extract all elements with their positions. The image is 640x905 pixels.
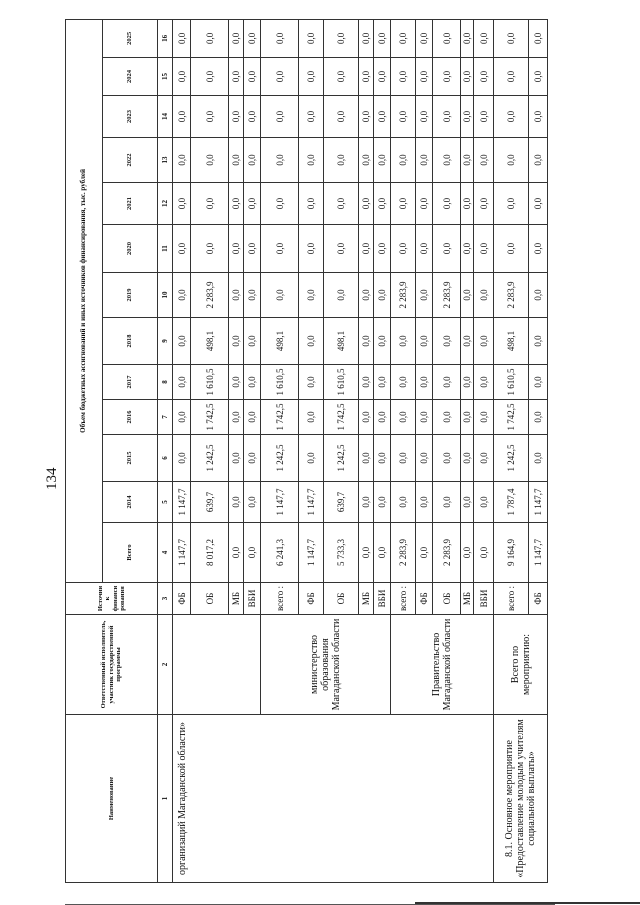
value-cell: 0,0 xyxy=(324,96,359,138)
value-cell: 0,0 xyxy=(474,400,494,435)
source-cell: МБ xyxy=(461,583,474,615)
column-number: 12 xyxy=(158,183,173,225)
value-cell: 0,0 xyxy=(433,365,461,400)
value-cell: 0,0 xyxy=(433,19,461,57)
column-number: 9 xyxy=(158,318,173,365)
value-cell: 0,0 xyxy=(374,435,391,482)
value-cell: 0,0 xyxy=(244,183,261,225)
column-number: 15 xyxy=(158,58,173,96)
value-cell: 0,0 xyxy=(433,183,461,225)
header-year: 2023 xyxy=(103,96,158,138)
value-cell: 6 241,3 xyxy=(261,523,299,583)
source-cell: ОБ xyxy=(433,583,461,615)
responsible-cell: Всего по мероприятию: xyxy=(494,615,548,715)
header-year: 2015 xyxy=(103,435,158,482)
value-cell: 0,0 xyxy=(529,225,548,273)
value-cell: 0,0 xyxy=(173,365,191,400)
value-cell: 0,0 xyxy=(374,523,391,583)
value-cell: 0,0 xyxy=(299,400,324,435)
value-cell: 0,0 xyxy=(173,19,191,57)
value-cell: 498,1 xyxy=(191,318,229,365)
value-cell: 2 283,9 xyxy=(191,273,229,318)
value-cell: 0,0 xyxy=(229,400,244,435)
value-cell: 0,0 xyxy=(324,58,359,96)
value-cell: 0,0 xyxy=(229,58,244,96)
value-cell: 1 147,7 xyxy=(261,482,299,523)
value-cell: 0,0 xyxy=(461,365,474,400)
value-cell: 0,0 xyxy=(461,273,474,318)
value-cell: 0,0 xyxy=(461,183,474,225)
value-cell: 0,0 xyxy=(299,273,324,318)
column-number: 1 xyxy=(158,715,173,883)
value-cell: 0,0 xyxy=(391,138,416,183)
value-cell: 1 610,5 xyxy=(494,365,529,400)
value-cell: 0,0 xyxy=(374,365,391,400)
value-cell: 0,0 xyxy=(299,138,324,183)
column-number: 11 xyxy=(158,225,173,273)
value-cell: 0,0 xyxy=(416,482,433,523)
value-cell: 0,0 xyxy=(529,58,548,96)
value-cell: 0,0 xyxy=(229,225,244,273)
value-cell: 0,0 xyxy=(374,138,391,183)
value-cell: 2 283,9 xyxy=(391,523,416,583)
value-cell: 0,0 xyxy=(474,435,494,482)
value-cell: 0,0 xyxy=(173,96,191,138)
source-cell: МБ xyxy=(359,583,374,615)
header-year: 2022 xyxy=(103,138,158,183)
value-cell: 0,0 xyxy=(229,365,244,400)
value-cell: 0,0 xyxy=(461,523,474,583)
bottom-rule xyxy=(415,902,640,904)
column-number: 13 xyxy=(158,138,173,183)
value-cell: 0,0 xyxy=(374,58,391,96)
header-year: 2025 xyxy=(103,19,158,57)
value-cell: 0,0 xyxy=(229,19,244,57)
value-cell: 0,0 xyxy=(191,138,229,183)
table-row xyxy=(494,19,529,882)
header-year: 2014 xyxy=(103,482,158,523)
value-cell: 0,0 xyxy=(244,58,261,96)
value-cell: 0,0 xyxy=(261,138,299,183)
value-cell: 0,0 xyxy=(324,273,359,318)
value-cell: 0,0 xyxy=(416,183,433,225)
value-cell: 0,0 xyxy=(529,400,548,435)
header-source: Источник финансирования xyxy=(66,583,158,615)
value-cell: 2 283,9 xyxy=(494,273,529,318)
value-cell: 0,0 xyxy=(191,19,229,57)
value-cell: 0,0 xyxy=(374,318,391,365)
value-cell: 0,0 xyxy=(529,19,548,57)
value-cell: 0,0 xyxy=(433,400,461,435)
value-cell: 0,0 xyxy=(474,19,494,57)
value-cell: 498,1 xyxy=(324,318,359,365)
value-cell: 0,0 xyxy=(359,435,374,482)
value-cell: 0,0 xyxy=(191,225,229,273)
header-year: 2021 xyxy=(103,183,158,225)
value-cell: 0,0 xyxy=(173,273,191,318)
value-cell: 0,0 xyxy=(529,273,548,318)
column-number: 7 xyxy=(158,400,173,435)
value-cell: 0,0 xyxy=(391,482,416,523)
value-cell: 0,0 xyxy=(461,400,474,435)
value-cell: 0,0 xyxy=(244,400,261,435)
value-cell: 0,0 xyxy=(299,225,324,273)
value-cell: 0,0 xyxy=(461,318,474,365)
value-cell: 0,0 xyxy=(324,225,359,273)
value-cell: 0,0 xyxy=(324,183,359,225)
source-cell: ФБ xyxy=(529,583,548,615)
value-cell: 0,0 xyxy=(229,523,244,583)
value-cell: 0,0 xyxy=(374,482,391,523)
value-cell: 1 742,5 xyxy=(191,400,229,435)
value-cell: 0,0 xyxy=(229,96,244,138)
funding-table xyxy=(65,19,548,883)
value-cell: 0,0 xyxy=(244,225,261,273)
value-cell: 0,0 xyxy=(529,96,548,138)
value-cell: 0,0 xyxy=(391,58,416,96)
value-cell: 9 164,9 xyxy=(494,523,529,583)
value-cell: 0,0 xyxy=(529,138,548,183)
column-number: 16 xyxy=(158,19,173,57)
value-cell: 0,0 xyxy=(416,138,433,183)
responsible-cell xyxy=(173,615,261,715)
value-cell: 0,0 xyxy=(416,96,433,138)
value-cell: 0,0 xyxy=(391,318,416,365)
value-cell: 0,0 xyxy=(359,19,374,57)
header-name: Наименование xyxy=(66,715,158,883)
value-cell: 0,0 xyxy=(261,58,299,96)
value-cell: 0,0 xyxy=(433,225,461,273)
value-cell: 0,0 xyxy=(359,365,374,400)
header-year: 2024 xyxy=(103,58,158,96)
source-cell: ВБИ xyxy=(244,583,261,615)
value-cell: 1 147,7 xyxy=(173,523,191,583)
value-cell: 0,0 xyxy=(374,96,391,138)
value-cell: 0,0 xyxy=(391,225,416,273)
header-total: Всего xyxy=(103,523,158,583)
value-cell: 0,0 xyxy=(299,435,324,482)
value-cell: 0,0 xyxy=(461,19,474,57)
value-cell: 0,0 xyxy=(244,318,261,365)
value-cell: 0,0 xyxy=(474,318,494,365)
value-cell: 0,0 xyxy=(416,58,433,96)
responsible-cell: Правительство Магаданской области xyxy=(391,615,494,715)
value-cell: 1 147,7 xyxy=(299,482,324,523)
table-row xyxy=(173,19,191,882)
value-cell: 0,0 xyxy=(359,482,374,523)
value-cell: 0,0 xyxy=(261,96,299,138)
header-year: 2020 xyxy=(103,225,158,273)
value-cell: 0,0 xyxy=(494,96,529,138)
value-cell: 0,0 xyxy=(374,225,391,273)
value-cell: 1 742,5 xyxy=(324,400,359,435)
value-cell: 0,0 xyxy=(173,400,191,435)
value-cell: 0,0 xyxy=(461,435,474,482)
value-cell: 0,0 xyxy=(244,523,261,583)
header-responsible: Ответственный исполнитель, участник государственной программы xyxy=(66,615,158,715)
value-cell: 0,0 xyxy=(529,318,548,365)
value-cell: 1 610,5 xyxy=(191,365,229,400)
header-funding-title: Объем бюджетных ассигнований и иных источников финансирования, тыс. рублей xyxy=(66,19,103,582)
value-cell: 0,0 xyxy=(433,318,461,365)
source-cell: ВБИ xyxy=(474,583,494,615)
value-cell: 0,0 xyxy=(229,482,244,523)
value-cell: 0,0 xyxy=(391,365,416,400)
value-cell: 0,0 xyxy=(461,482,474,523)
value-cell: 1 787,4 xyxy=(494,482,529,523)
value-cell: 0,0 xyxy=(229,273,244,318)
value-cell: 5 733,3 xyxy=(324,523,359,583)
header-year: 2016 xyxy=(103,400,158,435)
value-cell: 1 742,5 xyxy=(494,400,529,435)
value-cell: 639,7 xyxy=(191,482,229,523)
value-cell: 0,0 xyxy=(261,183,299,225)
value-cell: 0,0 xyxy=(494,19,529,57)
responsible-cell: министерство образования Магаданской области xyxy=(261,615,391,715)
value-cell: 498,1 xyxy=(261,318,299,365)
source-cell: МБ xyxy=(229,583,244,615)
value-cell: 0,0 xyxy=(359,138,374,183)
value-cell: 0,0 xyxy=(359,96,374,138)
value-cell: 0,0 xyxy=(374,400,391,435)
value-cell: 0,0 xyxy=(474,225,494,273)
column-number: 2 xyxy=(158,615,173,715)
value-cell: 0,0 xyxy=(494,183,529,225)
value-cell: 0,0 xyxy=(299,19,324,57)
source-cell: всего : xyxy=(391,583,416,615)
value-cell: 0,0 xyxy=(461,58,474,96)
value-cell: 0,0 xyxy=(416,365,433,400)
value-cell: 0,0 xyxy=(324,138,359,183)
value-cell: 0,0 xyxy=(299,96,324,138)
source-cell: ВБИ xyxy=(374,583,391,615)
value-cell: 1 242,5 xyxy=(494,435,529,482)
value-cell: 1 147,7 xyxy=(173,482,191,523)
value-cell: 0,0 xyxy=(244,482,261,523)
value-cell: 0,0 xyxy=(433,482,461,523)
value-cell: 0,0 xyxy=(529,435,548,482)
page-number: 134 xyxy=(44,467,60,490)
value-cell: 8 017,2 xyxy=(191,523,229,583)
value-cell: 0,0 xyxy=(433,138,461,183)
value-cell: 0,0 xyxy=(461,96,474,138)
value-cell: 0,0 xyxy=(229,318,244,365)
value-cell: 0,0 xyxy=(261,19,299,57)
value-cell: 0,0 xyxy=(391,96,416,138)
value-cell: 0,0 xyxy=(474,96,494,138)
value-cell: 0,0 xyxy=(191,96,229,138)
value-cell: 0,0 xyxy=(244,273,261,318)
column-number: 10 xyxy=(158,273,173,318)
value-cell: 0,0 xyxy=(391,19,416,57)
value-cell: 0,0 xyxy=(494,58,529,96)
value-cell: 1 610,5 xyxy=(324,365,359,400)
value-cell: 0,0 xyxy=(191,58,229,96)
value-cell: 639,7 xyxy=(324,482,359,523)
value-cell: 0,0 xyxy=(299,183,324,225)
source-cell: ОБ xyxy=(324,583,359,615)
source-cell: ФБ xyxy=(299,583,324,615)
value-cell: 0,0 xyxy=(433,96,461,138)
value-cell: 0,0 xyxy=(529,183,548,225)
value-cell: 0,0 xyxy=(261,225,299,273)
source-cell: ОБ xyxy=(191,583,229,615)
value-cell: 0,0 xyxy=(474,523,494,583)
value-cell: 0,0 xyxy=(244,365,261,400)
header-year: 2017 xyxy=(103,365,158,400)
value-cell: 0,0 xyxy=(173,225,191,273)
value-cell: 0,0 xyxy=(391,400,416,435)
header-year: 2018 xyxy=(103,318,158,365)
value-cell: 0,0 xyxy=(173,183,191,225)
value-cell: 498,1 xyxy=(494,318,529,365)
value-cell: 0,0 xyxy=(474,183,494,225)
source-cell: ФБ xyxy=(416,583,433,615)
value-cell: 0,0 xyxy=(229,435,244,482)
value-cell: 0,0 xyxy=(299,318,324,365)
value-cell: 0,0 xyxy=(229,183,244,225)
value-cell: 2 283,9 xyxy=(391,273,416,318)
value-cell: 0,0 xyxy=(391,435,416,482)
value-cell: 0,0 xyxy=(244,138,261,183)
value-cell: 1 742,5 xyxy=(261,400,299,435)
value-cell: 0,0 xyxy=(461,138,474,183)
value-cell: 1 242,5 xyxy=(261,435,299,482)
value-cell: 1 242,5 xyxy=(191,435,229,482)
value-cell: 1 147,7 xyxy=(299,523,324,583)
value-cell: 0,0 xyxy=(374,19,391,57)
value-cell: 0,0 xyxy=(191,183,229,225)
value-cell: 0,0 xyxy=(494,138,529,183)
value-cell: 0,0 xyxy=(416,225,433,273)
column-number: 8 xyxy=(158,365,173,400)
value-cell: 0,0 xyxy=(244,19,261,57)
value-cell: 0,0 xyxy=(416,318,433,365)
value-cell: 0,0 xyxy=(359,225,374,273)
value-cell: 0,0 xyxy=(416,435,433,482)
value-cell: 0,0 xyxy=(299,58,324,96)
value-cell: 0,0 xyxy=(359,58,374,96)
value-cell: 0,0 xyxy=(374,273,391,318)
value-cell: 0,0 xyxy=(416,19,433,57)
column-number: 5 xyxy=(158,482,173,523)
value-cell: 0,0 xyxy=(359,523,374,583)
value-cell: 0,0 xyxy=(391,183,416,225)
source-cell: ФБ xyxy=(173,583,191,615)
value-cell: 1 147,7 xyxy=(529,523,548,583)
value-cell: 0,0 xyxy=(261,273,299,318)
value-cell: 0,0 xyxy=(244,435,261,482)
value-cell: 2 283,9 xyxy=(433,273,461,318)
value-cell: 0,0 xyxy=(229,138,244,183)
value-cell: 0,0 xyxy=(433,435,461,482)
value-cell: 0,0 xyxy=(416,273,433,318)
value-cell: 0,0 xyxy=(416,523,433,583)
source-cell: всего : xyxy=(494,583,529,615)
value-cell: 1 242,5 xyxy=(324,435,359,482)
column-number: 14 xyxy=(158,96,173,138)
value-cell: 0,0 xyxy=(173,435,191,482)
value-cell: 0,0 xyxy=(324,19,359,57)
value-cell: 2 283,9 xyxy=(433,523,461,583)
value-cell: 0,0 xyxy=(433,58,461,96)
value-cell: 0,0 xyxy=(374,183,391,225)
column-number: 6 xyxy=(158,435,173,482)
value-cell: 0,0 xyxy=(359,183,374,225)
header-year: 2019 xyxy=(103,273,158,318)
value-cell: 0,0 xyxy=(359,273,374,318)
value-cell: 0,0 xyxy=(299,365,324,400)
value-cell: 0,0 xyxy=(173,58,191,96)
value-cell: 0,0 xyxy=(474,365,494,400)
value-cell: 0,0 xyxy=(461,225,474,273)
value-cell: 0,0 xyxy=(173,318,191,365)
value-cell: 1 610,5 xyxy=(261,365,299,400)
value-cell: 0,0 xyxy=(173,138,191,183)
value-cell: 0,0 xyxy=(474,273,494,318)
value-cell: 0,0 xyxy=(416,400,433,435)
value-cell: 0,0 xyxy=(529,365,548,400)
value-cell: 0,0 xyxy=(474,482,494,523)
value-cell: 0,0 xyxy=(244,96,261,138)
value-cell: 0,0 xyxy=(359,400,374,435)
activity-name-cell: 8.1. Основное мероприятие «Предоставление молодым учителям социальной выплаты» xyxy=(494,715,548,883)
value-cell: 0,0 xyxy=(474,58,494,96)
value-cell: 0,0 xyxy=(494,225,529,273)
value-cell: 0,0 xyxy=(474,138,494,183)
column-number: 3 xyxy=(158,583,173,615)
activity-name-cell: организаций Магаданской области» xyxy=(173,715,494,883)
value-cell: 0,0 xyxy=(359,318,374,365)
value-cell: 1 147,7 xyxy=(529,482,548,523)
source-cell: всего : xyxy=(261,583,299,615)
column-number: 4 xyxy=(158,523,173,583)
